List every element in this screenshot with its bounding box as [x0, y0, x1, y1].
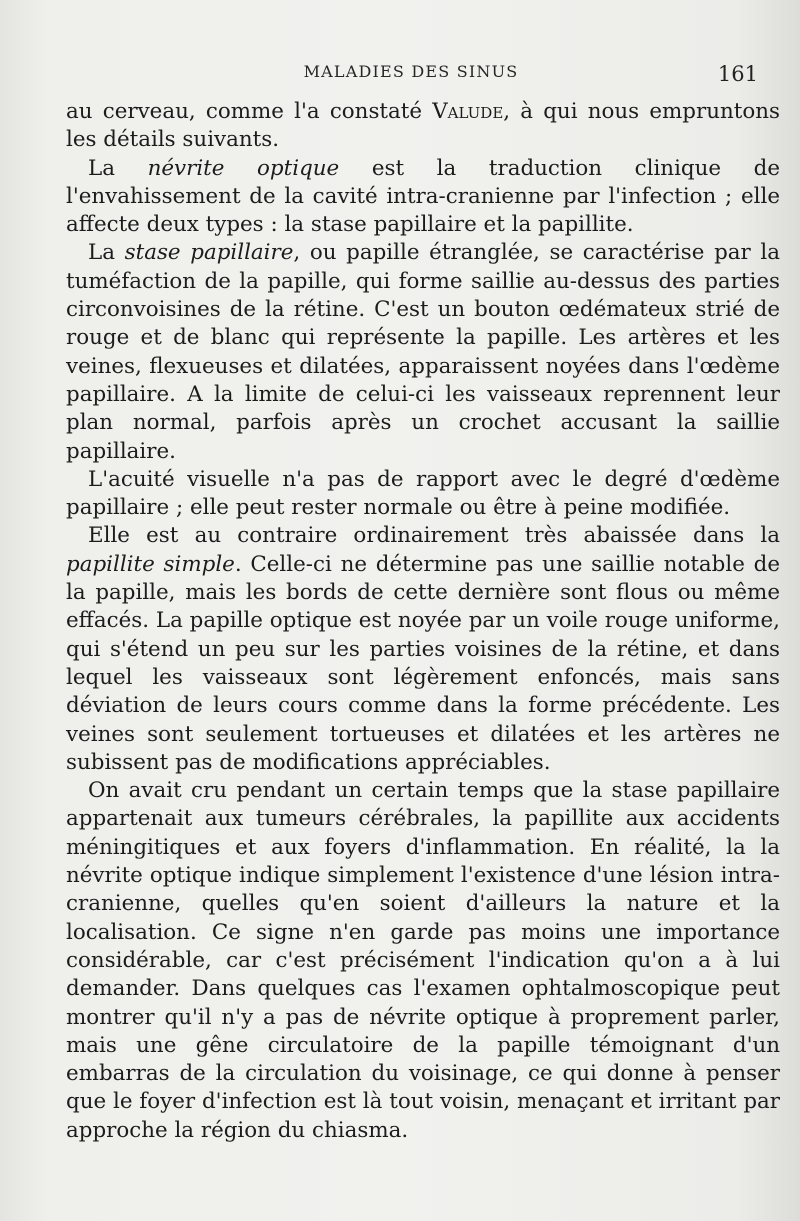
text-run: La — [88, 155, 148, 181]
page-number: 161 — [717, 62, 758, 86]
text-run: . Celle-ci ne détermine pas une saillie notable de la papille, mais les bords de cette dernière sont flous ou même effacés. La papille optique est noyée par un voile rouge uniforme, qui s'étend un peu sur les parties voisines de la rétine, et dans lequel les vaisseaux sont légèrement enfoncés, mais sans déviation de leurs cours comme dans la forme précédente. Les veines sont seulement tortueuses et dilatées et les artères ne subissent pas de modifications appréciables. — [66, 551, 780, 775]
paragraph-nevrite-optique — [66, 155, 780, 240]
running-title: MALADIES DES SINUS — [303, 62, 519, 81]
term-stase-papillaire: stase papillaire — [124, 240, 294, 266]
paragraph-continuation — [66, 98, 780, 155]
author-name: Valude — [432, 99, 504, 124]
term-papillite-simple: papillite simple — [66, 551, 235, 577]
paragraph-papillite-simple — [66, 522, 780, 777]
text-run: , ou papille étranglée, se caractérise par la tuméfaction de la papille, qui forme saillie au-dessus des parties circonvoisines de la rétine. C'est un bouton œdémateux strié de rouge et de blanc qui représente la papille. Les artères et les veines, flexueuses et dilatées, apparaissent noyées dans l'œdème papillaire. A la limite de celui-ci les vaisseaux reprennent leur plan normal, parfois après un crochet accusant la saillie papillaire. — [66, 240, 780, 464]
text-run: , à qui nous empruntons les détails suivants. — [66, 99, 780, 153]
paragraph-conclusion: On avait cru pendant un certain temps que la stase papillaire appartenait aux tumeurs cérébrales, la papillite aux accidents méningitiques et aux foyers d'inflammation. En réalité, la la névrite optique indique simplement l'existence d'une lésion intra-cranienne, quelles qu'en soient d'ailleurs la nature et la localisation. Ce signe n'en garde pas moins une importance considérable, car c'est précisément l'indication qu'on a à lui demander. Dans quelques cas l'examen ophtalmoscopique peut montrer qu'il n'y a pas de névrite optique à proprement parler, mais une gêne circulatoire de la papille témoignant d'un embarras de la circulation du voisinage, ce qui donne à penser que le foyer d'infection est là tout voisin, menaçant et irritant par approche la région du chiasma. — [66, 778, 780, 1143]
paragraph-stase-papillaire — [66, 239, 780, 465]
running-head — [64, 62, 758, 92]
text-run: Elle est au contraire ordinairement très abaissée dans la — [88, 523, 780, 549]
text-run: est la traduction clinique de l'envahissement de la cavité intra-cranienne par l'infection ; elle affecte deux types : la stase papillaire et la papillite. — [66, 155, 781, 238]
body-text — [66, 98, 780, 1145]
term-nevrite-optique: névrite optique — [147, 155, 340, 181]
text-run: au cerveau, comme l'a constaté — [66, 99, 433, 124]
text-run: La — [88, 240, 125, 266]
paragraph-acuite-visuelle: L'acuité visuelle n'a pas de rapport avec le degré d'œdème papillaire ; elle peut rester normale ou être à peine modifiée. — [66, 466, 780, 521]
